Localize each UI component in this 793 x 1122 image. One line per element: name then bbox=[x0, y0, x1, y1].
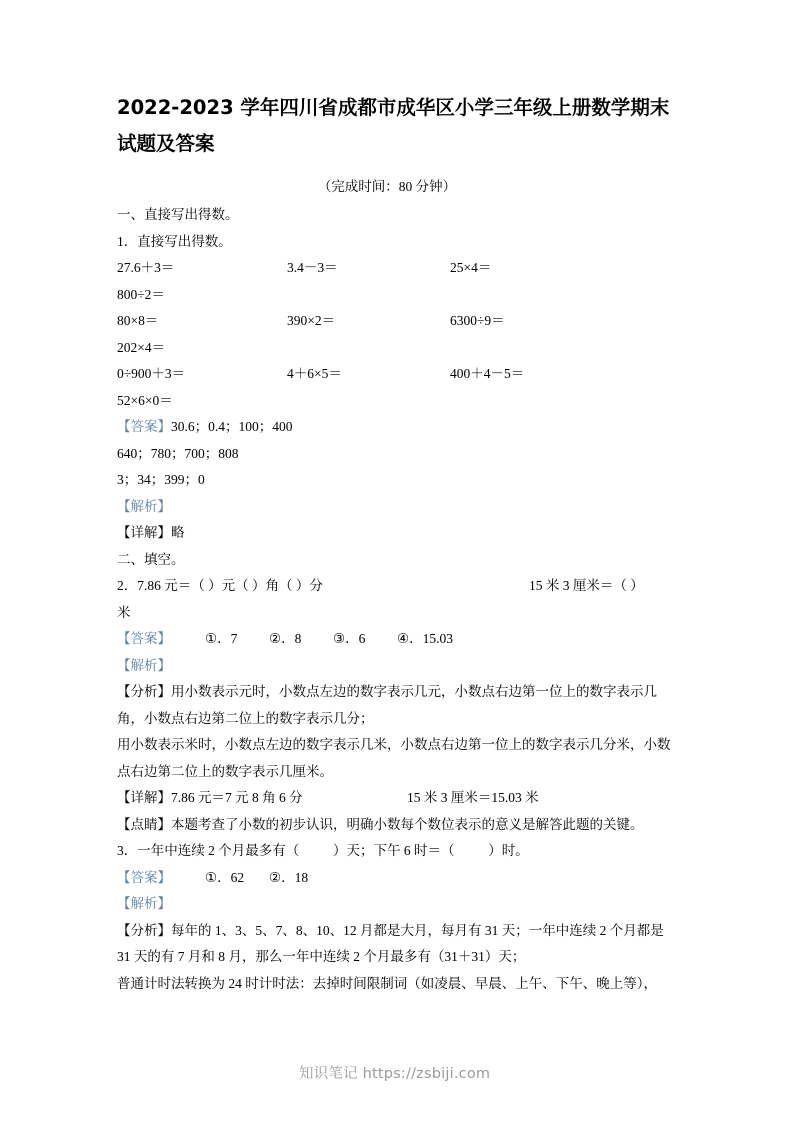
answer-item: ①．7 bbox=[205, 631, 238, 646]
question-3-analysis bbox=[117, 918, 677, 971]
analysis-sub-label: 【分析】 bbox=[117, 684, 171, 699]
insight-text: 本题考查了小数的初步认识，明确小数每个数位表示的意义是解答此题的关键。 bbox=[171, 816, 644, 832]
analysis-label: 【解析】 bbox=[117, 498, 171, 514]
calc-row bbox=[117, 361, 677, 388]
question-1-answer-line: 3；34；399；0 bbox=[117, 472, 205, 487]
analysis-text: 每年的 1、3、5、7、8、10、12 月都是大月，每月有 31 天；一年中连续 2 个月都是 31 天的有 7 月和 8 月，那么一年中连续 2 个月最多有（31＋31）天； bbox=[117, 922, 664, 964]
calc-expression: 3.4－3＝ bbox=[287, 260, 338, 275]
calc-expression: 800÷2＝ bbox=[117, 286, 165, 302]
calc-expression: 27.6＋3＝ bbox=[117, 260, 175, 275]
answer-item: ②．8 bbox=[269, 631, 302, 646]
analysis-label: 【解析】 bbox=[117, 657, 171, 673]
detail-label: 【详解】 bbox=[117, 790, 171, 805]
section-2-heading: 二、填空。 bbox=[117, 551, 185, 567]
calc-row bbox=[117, 282, 677, 309]
question-1-answer-line bbox=[117, 414, 677, 441]
question-2-analysis-2: 用小数表示米时，小数点左边的数字表示几米，小数点右边第一位上的数字表示几分米，小数点右边第二位上的数字表示几厘米。 bbox=[117, 737, 671, 779]
question-1-stem: 1．直接写出得数。 bbox=[117, 233, 232, 249]
calc-expression: 6300÷9＝ bbox=[450, 313, 505, 328]
question-2-analysis bbox=[117, 679, 677, 732]
question-1-answer-line: 640；780；700；808 bbox=[117, 445, 239, 461]
insight-label: 【点睛】 bbox=[117, 816, 171, 832]
calc-expression: 80×8＝ bbox=[117, 313, 159, 328]
calc-row bbox=[117, 308, 677, 335]
question-3-answer-row bbox=[117, 865, 677, 892]
answer-item: ②．18 bbox=[269, 869, 309, 885]
answer-label: 【答案】 bbox=[117, 869, 171, 885]
detail-text: 略 bbox=[171, 525, 185, 540]
calc-expression: 4＋6×5＝ bbox=[287, 366, 342, 381]
calc-row bbox=[117, 255, 677, 282]
answer-item: ①．62 bbox=[205, 869, 245, 885]
answer-label: 【答案】 bbox=[117, 631, 171, 646]
section-1-heading: 一、直接写出得数。 bbox=[117, 207, 239, 222]
question-3-analysis-2: 普通计时法转换为 24 时计时法：去掉时间限制词（如凌晨、早晨、上午、下午、晚上等）， bbox=[117, 975, 657, 991]
detail-label: 【详解】 bbox=[117, 525, 171, 540]
analysis-label: 【解析】 bbox=[117, 896, 171, 911]
calc-row bbox=[117, 388, 677, 415]
question-1-detail-line bbox=[117, 520, 677, 547]
calc-expression: 390×2＝ bbox=[287, 313, 336, 328]
analysis-text: 用小数表示元时，小数点左边的数字表示几元，小数点右边第一位上的数字表示几角，小数点右边第二位上的数字表示几分； bbox=[117, 684, 657, 726]
calc-expression: 202×4＝ bbox=[117, 339, 166, 355]
question-2-stem-left: 2．7.86 元＝（ ）元（ ）角（ ）分 bbox=[117, 578, 323, 593]
site-watermark: 知识笔记 https://zsbiji.com bbox=[299, 1066, 491, 1082]
calc-row bbox=[117, 335, 677, 362]
answer-item: ④．15.03 bbox=[397, 631, 453, 646]
question-2-stem-right: 15 米 3 厘米＝（ ） bbox=[529, 578, 644, 593]
question-2-detail-right: 15 米 3 厘米＝15.03 米 bbox=[407, 790, 539, 805]
answer-value: 30.6；0.4；100；400 bbox=[171, 419, 293, 434]
detail-text: 7.86 元＝7 元 8 角 6 分 bbox=[171, 790, 303, 805]
calc-expression: 400＋4－5＝ bbox=[450, 366, 525, 381]
question-2-answer-row bbox=[117, 626, 677, 653]
exam-duration-note: （完成时间：80 分钟） bbox=[317, 179, 457, 194]
question-2-stem-wrap: 米 bbox=[117, 604, 131, 620]
document-content bbox=[117, 90, 677, 997]
calc-expression: 25×4＝ bbox=[450, 260, 492, 275]
answer-label: 【答案】 bbox=[117, 419, 171, 434]
page-title: 2022-2023 学年四川省成都市成华区小学三年级上册数学期末试题及答案 bbox=[117, 96, 670, 155]
question-2-detail-row bbox=[117, 785, 677, 812]
question-2-detail-left bbox=[117, 785, 303, 812]
question-3-stem: 3．一年中连续 2 个月最多有（ ）天；下午 6 时＝（ ）时。 bbox=[117, 843, 529, 858]
question-2-insight bbox=[117, 812, 677, 839]
calc-expression: 0÷900＋3＝ bbox=[117, 366, 186, 381]
analysis-sub-label: 【分析】 bbox=[117, 922, 171, 938]
calc-expression: 52×6×0＝ bbox=[117, 392, 173, 408]
question-2-stem bbox=[117, 573, 677, 600]
answer-item: ③．6 bbox=[333, 631, 366, 646]
